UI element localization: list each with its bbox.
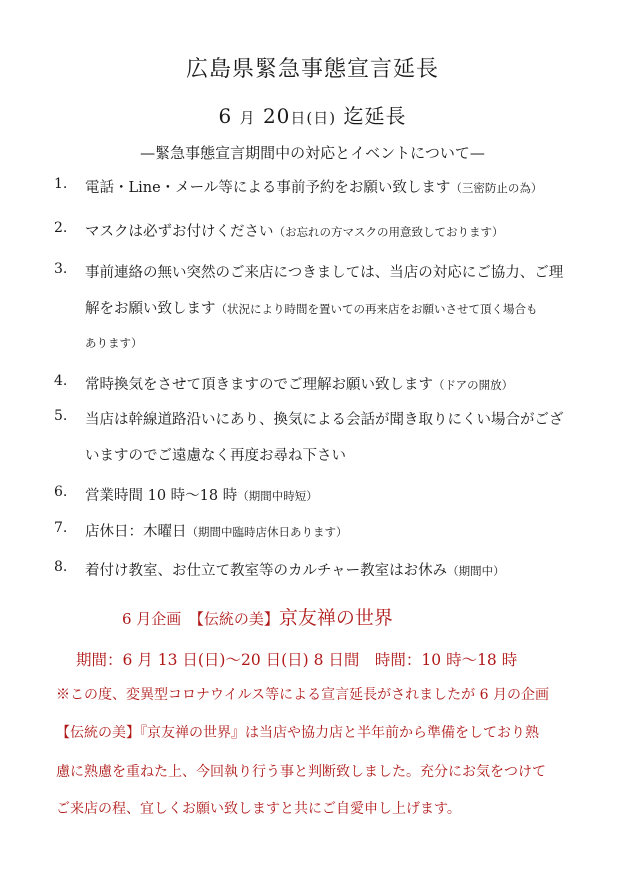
item-note: あります） [85, 336, 143, 350]
extension-date [0, 100, 625, 129]
item-line [85, 176, 542, 197]
event-title [122, 603, 393, 630]
event-prefix: 6 月企画 [122, 610, 182, 628]
item-line [85, 484, 318, 505]
event-bracket: 【伝統の美】 [196, 610, 279, 628]
item-line [85, 559, 505, 580]
item-text: 解をお願い致します [85, 301, 216, 317]
month-number: 6 [218, 104, 233, 128]
item-text: 事前連絡の無い突然のご来店につきましては、当店の対応にご協力、ご理 [85, 265, 564, 281]
section-heading: —緊急事態宣言期間中の対応とイベントについて— [140, 144, 485, 162]
item-note: （三密防止の為） [450, 181, 543, 195]
item-number: 5. [54, 408, 68, 424]
day-number: 20 [262, 104, 291, 128]
item-note: （状況により時間を置いての再来店をお願いさせて頂く場合も [215, 302, 538, 316]
item-line [85, 297, 538, 318]
item-text: マスクは必ずお付けください [85, 224, 274, 240]
month-label: 月 [239, 109, 256, 127]
weekday-label: (日) [306, 109, 337, 127]
item-line [85, 261, 563, 282]
item-text: 営業時間 10 時～18 時 [85, 488, 238, 504]
item-line [85, 335, 143, 351]
event-notice-line: ※この度、変異型コロナウイルス等による宣言延長がされましたが 6 月の企画 [56, 687, 549, 703]
page-title: 広島県緊急事態宣言延長 [185, 57, 439, 82]
extension-label: 迄延長 [343, 104, 407, 128]
item-number: 6. [54, 484, 68, 500]
item-number: 1. [54, 176, 68, 192]
item-note: （ドアの開放） [433, 378, 514, 392]
item-text: 着付け教室、お仕立て教室等のカルチャー教室はお休み [85, 563, 448, 579]
item-text: 店休日：木曜日 [85, 524, 187, 540]
item-text: 当店は幹線道路沿いにあり、換気による会話が聞き取りにくい場合がござ [85, 412, 564, 428]
item-note: （期間中時短） [237, 489, 318, 503]
item-line [85, 444, 346, 465]
item-note: （期間中臨時店休日あります） [186, 525, 348, 539]
item-number: 7. [54, 520, 68, 536]
event-notice-line: 慮に熟慮を重ねた上、今回執り行う事と判断致しました。充分にお気をつけて [56, 764, 546, 780]
event-notice-line: 【伝統の美】『京友禅の世界』は当店や協力店と半年前から準備をしており熟 [56, 725, 539, 741]
item-text: 常時換気をさせて頂きますのでご理解お願い致します [85, 377, 433, 393]
event-name: 京友禅の世界 [278, 607, 393, 629]
item-number: 3. [54, 261, 68, 277]
item-line [85, 520, 348, 541]
event-notice-line: ご来店の程、宜しくお願い致しますと共にご自愛申し上げます。 [56, 801, 461, 817]
item-text: いますのでご遠慮なく再度お尋ね下さい [85, 448, 346, 464]
item-note: （期間中） [447, 564, 505, 578]
item-text: 電話・Line・メール等による事前予約をお願い致します [85, 180, 451, 196]
item-line [85, 220, 504, 241]
item-number: 4. [54, 373, 68, 389]
item-number: 2. [54, 220, 68, 236]
item-number: 8. [54, 559, 68, 575]
item-line [85, 373, 513, 394]
day-label: 日 [290, 109, 307, 127]
item-line [85, 408, 564, 429]
event-period: 期間：6 月 13 日(日)～20 日(日) 8 日間 時間：10 時～18 時 [76, 651, 518, 669]
item-note: （お忘れの方マスクの用意致しております） [273, 225, 504, 239]
